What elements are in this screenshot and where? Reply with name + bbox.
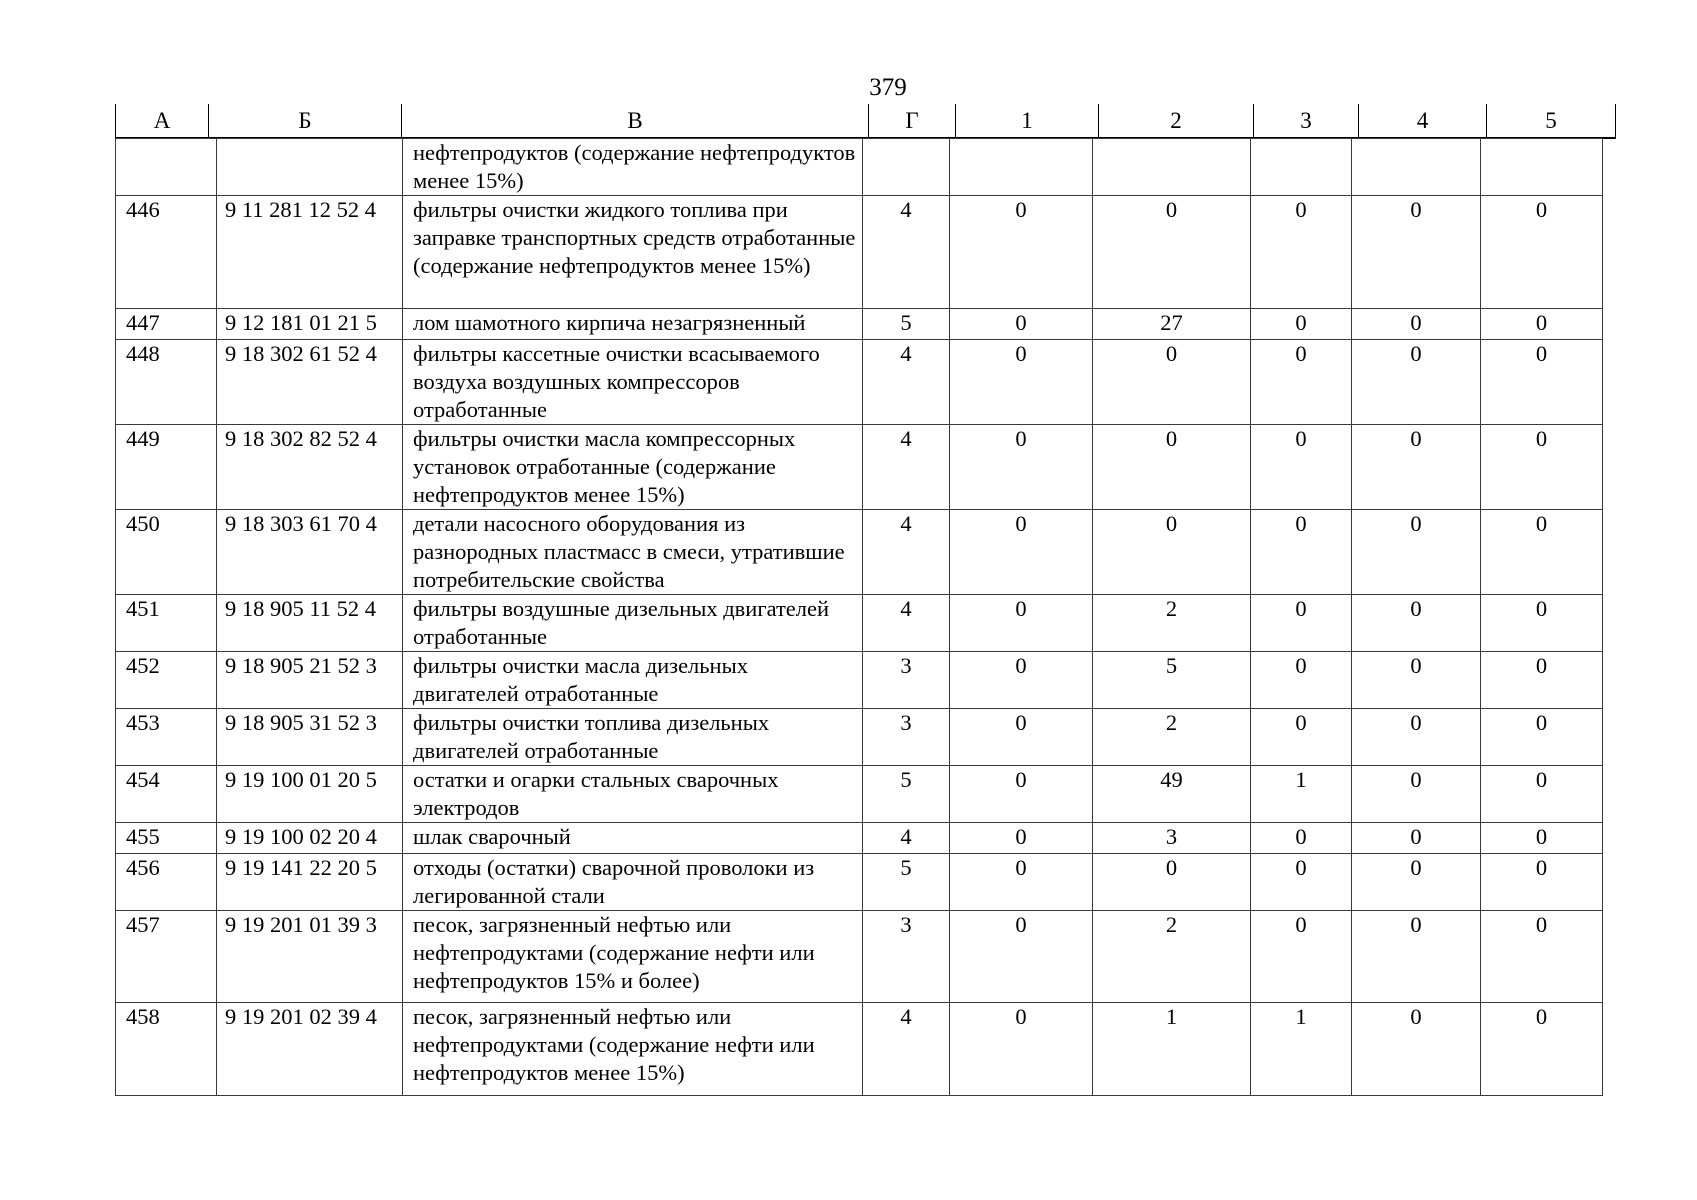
hazard-class-cell: 5 [863, 854, 950, 911]
row-number-cell: 455 [116, 823, 217, 854]
value-cell-2: 49 [1093, 766, 1251, 823]
hazard-class-cell: 4 [863, 823, 950, 854]
row-number-cell: 450 [116, 510, 217, 595]
value-cell-3: 0 [1251, 854, 1352, 911]
value-cell-2: 0 [1093, 510, 1251, 595]
value-cell-5 [1481, 139, 1603, 196]
hazard-class-cell: 5 [863, 309, 950, 340]
value-cell-3: 0 [1251, 709, 1352, 766]
waste-name-cell: фильтры очистки жидкого топлива при заправке транспортных средств отработанные (содержание нефтепродуктов менее 15%) [403, 196, 863, 309]
value-cell-3 [1251, 139, 1352, 196]
value-cell-2: 2 [1093, 709, 1251, 766]
value-cell-1: 0 [950, 823, 1093, 854]
value-cell-3: 1 [1251, 766, 1352, 823]
value-cell-3: 0 [1251, 340, 1352, 425]
value-cell-1: 0 [950, 1003, 1093, 1096]
column-header-5: 5 [1487, 104, 1616, 138]
table-row [116, 309, 1603, 340]
table-row [116, 823, 1603, 854]
hazard-class-cell: 3 [863, 911, 950, 1003]
waste-name-cell: песок, загрязненный нефтью или нефтепродуктами (содержание нефти или нефтепродуктов менее 15%) [403, 1003, 863, 1096]
value-cell-2: 0 [1093, 854, 1251, 911]
waste-code-cell: 9 19 141 22 20 5 [217, 854, 403, 911]
hazard-class-cell: 3 [863, 709, 950, 766]
waste-name-cell: фильтры очистки топлива дизельных двигателей отработанные [403, 709, 863, 766]
value-cell-1: 0 [950, 709, 1093, 766]
waste-code-cell: 9 18 905 21 52 3 [217, 652, 403, 709]
waste-name-cell: фильтры очистки масла дизельных двигателей отработанные [403, 652, 863, 709]
column-header-a: А [116, 104, 209, 138]
waste-code-cell: 9 12 181 01 21 5 [217, 309, 403, 340]
table-row [116, 425, 1603, 510]
table-row [116, 139, 1603, 196]
page-number: 379 [869, 74, 907, 101]
row-number-cell: 453 [116, 709, 217, 766]
waste-name-cell: отходы (остатки) сварочной проволоки из легированной стали [403, 854, 863, 911]
value-cell-5: 0 [1481, 766, 1603, 823]
table-row [116, 1003, 1603, 1096]
value-cell-4: 0 [1352, 510, 1481, 595]
value-cell-4: 0 [1352, 652, 1481, 709]
row-number-cell [116, 139, 217, 196]
table-row [116, 340, 1603, 425]
value-cell-4: 0 [1352, 823, 1481, 854]
column-header-1: 1 [956, 104, 1099, 138]
hazard-class-cell: 4 [863, 595, 950, 652]
row-number-cell: 447 [116, 309, 217, 340]
waste-name-cell: нефтепродуктов (содержание нефтепродуктов менее 15%) [403, 139, 863, 196]
column-header-v: В [402, 104, 869, 138]
table-row [116, 709, 1603, 766]
value-cell-4: 0 [1352, 911, 1481, 1003]
value-cell-2: 0 [1093, 196, 1251, 309]
value-cell-1: 0 [950, 766, 1093, 823]
value-cell-4: 0 [1352, 854, 1481, 911]
row-number-cell: 449 [116, 425, 217, 510]
waste-code-cell: 9 19 201 01 39 3 [217, 911, 403, 1003]
value-cell-1: 0 [950, 309, 1093, 340]
value-cell-5: 0 [1481, 196, 1603, 309]
waste-name-cell: фильтры воздушные дизельных двигателей отработанные [403, 595, 863, 652]
waste-code-cell: 9 18 905 11 52 4 [217, 595, 403, 652]
value-cell-5: 0 [1481, 595, 1603, 652]
value-cell-5: 0 [1481, 709, 1603, 766]
value-cell-1: 0 [950, 854, 1093, 911]
value-cell-1: 0 [950, 510, 1093, 595]
value-cell-4: 0 [1352, 309, 1481, 340]
hazard-class-cell: 4 [863, 425, 950, 510]
waste-name-cell: остатки и огарки стальных сварочных электродов [403, 766, 863, 823]
waste-code-cell: 9 18 302 82 52 4 [217, 425, 403, 510]
value-cell-5: 0 [1481, 340, 1603, 425]
value-cell-4: 0 [1352, 709, 1481, 766]
waste-code-cell: 9 19 201 02 39 4 [217, 1003, 403, 1096]
value-cell-2: 27 [1093, 309, 1251, 340]
row-number-cell: 458 [116, 1003, 217, 1096]
waste-code-cell: 9 18 905 31 52 3 [217, 709, 403, 766]
column-header-3: 3 [1254, 104, 1359, 138]
row-number-cell: 456 [116, 854, 217, 911]
value-cell-3: 0 [1251, 425, 1352, 510]
column-header-g: Г [869, 104, 956, 138]
table-row [116, 911, 1603, 1003]
table-row [116, 595, 1603, 652]
column-header-2: 2 [1099, 104, 1254, 138]
table-row [116, 766, 1603, 823]
value-cell-4: 0 [1352, 425, 1481, 510]
value-cell-2: 2 [1093, 911, 1251, 1003]
value-cell-1: 0 [950, 425, 1093, 510]
row-number-cell: 457 [116, 911, 217, 1003]
table-row [116, 196, 1603, 309]
waste-name-cell: фильтры кассетные очистки всасываемого воздуха воздушных компрессоров отработанные [403, 340, 863, 425]
row-number-cell: 448 [116, 340, 217, 425]
waste-name-cell: шлак сварочный [403, 823, 863, 854]
value-cell-1: 0 [950, 196, 1093, 309]
value-cell-5: 0 [1481, 652, 1603, 709]
hazard-class-cell: 4 [863, 196, 950, 309]
row-number-cell: 454 [116, 766, 217, 823]
value-cell-5: 0 [1481, 854, 1603, 911]
value-cell-2: 1 [1093, 1003, 1251, 1096]
waste-code-cell: 9 18 302 61 52 4 [217, 340, 403, 425]
table-row [116, 652, 1603, 709]
value-cell-4 [1352, 139, 1481, 196]
value-cell-3: 0 [1251, 595, 1352, 652]
value-cell-3: 0 [1251, 196, 1352, 309]
value-cell-1: 0 [950, 340, 1093, 425]
column-header-b: Б [209, 104, 402, 138]
value-cell-1 [950, 139, 1093, 196]
value-cell-4: 0 [1352, 766, 1481, 823]
value-cell-3: 1 [1251, 1003, 1352, 1096]
value-cell-1: 0 [950, 595, 1093, 652]
value-cell-1: 0 [950, 911, 1093, 1003]
hazard-class-cell [863, 139, 950, 196]
value-cell-4: 0 [1352, 340, 1481, 425]
value-cell-5: 0 [1481, 510, 1603, 595]
column-header-4: 4 [1359, 104, 1487, 138]
waste-name-cell: песок, загрязненный нефтью или нефтепродуктами (содержание нефти или нефтепродуктов 15% и более) [403, 911, 863, 1003]
row-number-cell: 451 [116, 595, 217, 652]
value-cell-2 [1093, 139, 1251, 196]
value-cell-4: 0 [1352, 196, 1481, 309]
waste-code-cell: 9 11 281 12 52 4 [217, 196, 403, 309]
value-cell-3: 0 [1251, 823, 1352, 854]
value-cell-4: 0 [1352, 595, 1481, 652]
waste-name-cell: детали насосного оборудования из разнородных пластмасс в смеси, утратившие потребительские свойства [403, 510, 863, 595]
value-cell-1: 0 [950, 652, 1093, 709]
waste-name-cell: лом шамотного кирпича незагрязненный [403, 309, 863, 340]
value-cell-2: 0 [1093, 425, 1251, 510]
table-row [116, 854, 1603, 911]
hazard-class-cell: 4 [863, 510, 950, 595]
value-cell-2: 0 [1093, 340, 1251, 425]
waste-code-cell: 9 18 303 61 70 4 [217, 510, 403, 595]
value-cell-3: 0 [1251, 309, 1352, 340]
waste-code-cell: 9 19 100 01 20 5 [217, 766, 403, 823]
row-number-cell: 452 [116, 652, 217, 709]
value-cell-5: 0 [1481, 425, 1603, 510]
waste-code-cell [217, 139, 403, 196]
hazard-class-cell: 4 [863, 340, 950, 425]
value-cell-3: 0 [1251, 652, 1352, 709]
value-cell-3: 0 [1251, 510, 1352, 595]
waste-table [115, 138, 1603, 1096]
hazard-class-cell: 5 [863, 766, 950, 823]
hazard-class-cell: 3 [863, 652, 950, 709]
value-cell-5: 0 [1481, 1003, 1603, 1096]
table-header [115, 104, 1616, 139]
value-cell-2: 2 [1093, 595, 1251, 652]
value-cell-4: 0 [1352, 1003, 1481, 1096]
value-cell-2: 5 [1093, 652, 1251, 709]
value-cell-2: 3 [1093, 823, 1251, 854]
value-cell-5: 0 [1481, 309, 1603, 340]
hazard-class-cell: 4 [863, 1003, 950, 1096]
waste-code-cell: 9 19 100 02 20 4 [217, 823, 403, 854]
row-number-cell: 446 [116, 196, 217, 309]
waste-name-cell: фильтры очистки масла компрессорных установок отработанные (содержание нефтепродуктов менее 15%) [403, 425, 863, 510]
value-cell-5: 0 [1481, 823, 1603, 854]
value-cell-3: 0 [1251, 911, 1352, 1003]
table-row [116, 510, 1603, 595]
value-cell-5: 0 [1481, 911, 1603, 1003]
